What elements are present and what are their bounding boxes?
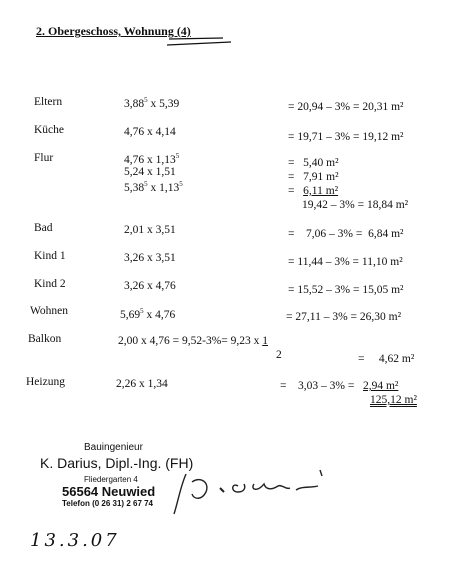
room-formula-balkon: 2,00 x 4,76 = 9,52-3%= 9,23 x 1 [118, 335, 269, 347]
room-calc-eltern: = 20,94 – 3% = 20,31 m² [288, 101, 404, 113]
room-dims-heizung: 2,26 x 1,34 [116, 378, 168, 390]
stamp-name: K. Darius, Dipl.-Ing. (FH) [40, 455, 194, 471]
room-part-flur-2: = 7,91 m² [288, 171, 339, 183]
room-dims-eltern: 3,88$^5$ x 5,39 [124, 96, 180, 110]
room-dims-wohnen: 5,69$^5$ x 4,76 [120, 307, 176, 321]
room-name-flur: Flur [34, 152, 54, 164]
heading-strokes [165, 36, 235, 48]
room-name-wohnen: Wohnen [30, 305, 69, 317]
room-dims-flur-3: 5,38$^5$ x 1,13$^5$ [124, 180, 183, 194]
room-calc-kind2: = 15,52 – 3% = 15,05 m² [288, 284, 404, 296]
room-name-kind1: Kind 1 [34, 250, 66, 262]
total-area: 125,12 m² [370, 394, 417, 406]
room-name-balkon: Balkon [28, 333, 62, 345]
room-dims-kueche: 4,76 x 4,14 [124, 126, 176, 138]
room-name-heizung: Heizung [26, 376, 65, 388]
room-dims-kind2: 3,26 x 4,76 [124, 280, 176, 292]
room-name-eltern: Eltern [34, 96, 63, 108]
room-name-bad: Bad [34, 222, 53, 234]
page-heading: 2. Obergeschoss, Wohnung (4) [36, 24, 191, 38]
room-calc-bad: = 7,06 – 3% = 6,84 m² [288, 228, 404, 240]
stamp-phone: Telefon (0 26 31) 2 67 74 [62, 499, 154, 508]
room-dims-flur-1: 4,76 x 1,13$^5$ [124, 152, 180, 166]
handwritten-date: 13.3.07 [30, 530, 120, 551]
stamp-city: 56564 Neuwied [62, 484, 156, 499]
room-dims-flur-2: 5,24 x 1,51 [124, 166, 176, 178]
room-calc-kind1: = 11,44 – 3% = 11,10 m² [288, 256, 403, 268]
room-net-balkon: = 4,62 m² [358, 353, 415, 365]
room-name-kind2: Kind 2 [34, 278, 66, 290]
room-frac-den-balkon: 2 [276, 349, 282, 361]
room-calc-kueche: = 19,71 – 3% = 19,12 m² [288, 131, 404, 143]
room-part-flur-3: = 6,11 m² [288, 185, 339, 197]
room-name-kueche: Küche [34, 124, 65, 136]
room-calc-heizung: = 3,03 – 3% = 2,94 m² [280, 380, 399, 392]
stamp-street: Fliedergarten 4 [84, 475, 138, 484]
room-dims-bad: 2,01 x 3,51 [124, 224, 176, 236]
room-calc-flur: 19,42 – 3% = 18,84 m² [302, 199, 409, 211]
stamp-title: Bauingenieur [84, 442, 143, 453]
room-part-flur-1: = 5,40 m² [288, 157, 339, 169]
room-dims-kind1: 3,26 x 3,51 [124, 252, 176, 264]
room-calc-wohnen: = 27,11 – 3% = 26,30 m² [286, 311, 402, 323]
signature-image [172, 468, 332, 518]
